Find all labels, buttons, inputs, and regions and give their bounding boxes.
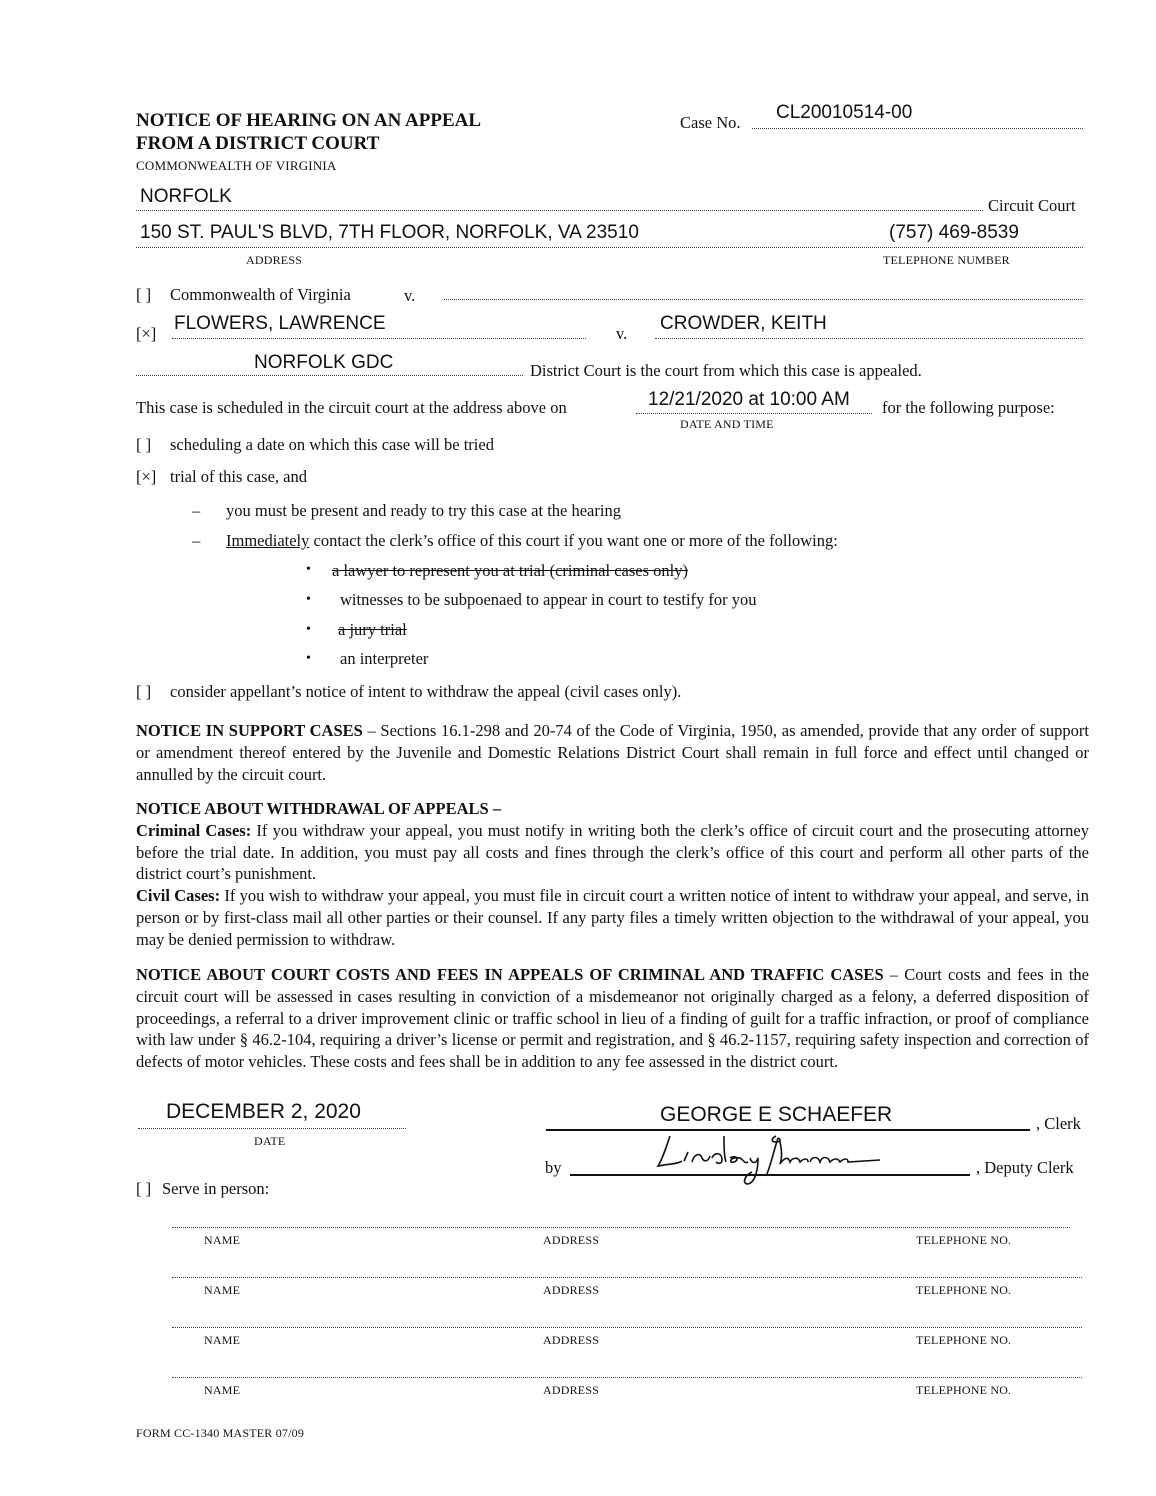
present-instruction: you must be present and ready to try this case at the hearing: [226, 501, 621, 520]
service-name-label-1: NAME: [204, 1233, 241, 1247]
service-address-label-3: ADDRESS: [543, 1333, 600, 1347]
commonwealth-label: Commonwealth of Virginia: [170, 285, 351, 304]
signed-date[interactable]: DECEMBER 2, 2020: [166, 1100, 361, 1123]
appellant-line: [172, 338, 586, 339]
commonwealth-defendant-line: [444, 299, 1083, 300]
service-address-label-2: ADDRESS: [543, 1283, 600, 1297]
service-line-4: [172, 1377, 1082, 1378]
datetime-label: DATE AND TIME: [680, 417, 774, 431]
service-line-2: [172, 1277, 1082, 1278]
form-title-line1: NOTICE OF HEARING ON AN APPEAL: [136, 110, 482, 131]
service-name-label-4: NAME: [204, 1383, 241, 1397]
trial-option-label: trial of this case, and: [170, 467, 307, 486]
criminal-cases-body: If you withdraw your appeal, you must notify in writing both the clerk’s office of circuit court and the prosecuting attorney before the trial date. In addition, you must pay all costs and fines through the clerk’s office of this court and perform all other parts of the district court’s punishment.: [136, 820, 1089, 884]
bullet-marker-1: •: [306, 562, 311, 577]
deputy-clerk-suffix: , Deputy Clerk: [976, 1158, 1074, 1177]
date-label: DATE: [254, 1134, 286, 1148]
service-line-3: [172, 1327, 1082, 1328]
by-label: by: [545, 1158, 562, 1177]
immediately-emphasis: Immediately: [226, 531, 310, 550]
interpreter-option: an interpreter: [340, 649, 429, 668]
trial-checkbox[interactable]: [×]: [136, 467, 157, 486]
parties-checkbox[interactable]: [×]: [136, 324, 157, 343]
versus-label-2: v.: [616, 324, 628, 343]
scheduling-checkbox[interactable]: [ ]: [136, 435, 152, 454]
witnesses-option: witnesses to be subpoenaed to appear in court to testify for you: [340, 590, 757, 609]
service-address-label-1: ADDRESS: [543, 1233, 600, 1247]
serve-in-person-label: Serve in person:: [162, 1179, 270, 1198]
contact-instruction-rest: contact the clerk’s office of this court if you want one or more of the following:: [309, 531, 838, 550]
dash-bullet-1: –: [192, 501, 201, 520]
address-line: [136, 247, 1083, 248]
purpose-text: for the following purpose:: [882, 398, 1055, 417]
circuit-court-label: Circuit Court: [988, 196, 1076, 215]
civil-cases-body: If you wish to withdraw your appeal, you must file in circuit court a written notice of intent to withdraw your appeal, and serve, in person or by first-class mail all other parties or their counsel. If any party files a timely written objection to the withdrawal of your appeal, you may be denied permission to withdraw.: [136, 886, 1089, 949]
costs-fees-body: – Court costs and fees in the circuit court will be assessed in cases resulting in conviction of a misdemeanor not originally charged as a felony, a deferred disposition of proceedings, a referral to a driver improvement clinic or traffic school in lieu of a finding of guilt for a traffic infraction, or proof of compliance with law under § 46.2-104, requiring a driver’s license or permit and registration, and § 46.2-1157, requiring safety inspection and correction of defects of motor vehicles. These costs and fees shall be in addition to any fee assessed in the district court.: [136, 965, 1090, 1072]
datetime-line: [636, 413, 872, 414]
support-cases-body: – Sections 16.1-298 and 20-74 of the Code of Virginia, 1950, as amended, provide that any order of support or amendment thereof entered by the Juvenile and Domestic Relations District Court shall remain in full force and effect until changed or annulled by the circuit court.: [136, 721, 1089, 784]
criminal-cases-paragraph: [136, 820, 1089, 885]
district-court-line: [136, 375, 523, 376]
address-label: ADDRESS: [246, 253, 303, 267]
appellant-name[interactable]: FLOWERS, LAWRENCE: [174, 313, 386, 334]
dash-bullet-2: –: [192, 531, 201, 550]
court-address-value[interactable]: 150 ST. PAUL'S BLVD, 7TH FLOOR, NORFOLK, VA 23510: [140, 222, 639, 243]
appellee-line: [655, 338, 1083, 339]
scheduling-option-label: scheduling a date on which this case will be tried: [170, 435, 494, 454]
versus-label-1: v.: [404, 286, 416, 305]
commonwealth-checkbox[interactable]: [ ]: [136, 285, 152, 304]
criminal-cases-heading: Criminal Cases:: [136, 820, 252, 840]
court-name-line: [136, 210, 983, 211]
bullet-marker-2: •: [306, 592, 311, 607]
service-phone-label-1: TELEPHONE NO.: [916, 1233, 1012, 1247]
civil-cases-paragraph: [136, 885, 1089, 950]
service-name-label-2: NAME: [204, 1283, 241, 1297]
lawyer-option-struck: a lawyer to represent you at trial (criminal cases only): [332, 561, 688, 580]
hearing-datetime[interactable]: 12/21/2020 at 10:00 AM: [648, 389, 850, 410]
withdraw-checkbox[interactable]: [ ]: [136, 682, 152, 701]
district-court-name[interactable]: NORFOLK GDC: [254, 352, 394, 373]
appellee-name[interactable]: CROWDER, KEITH: [660, 313, 827, 334]
service-phone-label-2: TELEPHONE NO.: [916, 1283, 1012, 1297]
support-cases-heading: NOTICE IN SUPPORT CASES: [136, 721, 363, 740]
court-phone-value[interactable]: (757) 469-8539: [889, 222, 1019, 243]
service-name-label-3: NAME: [204, 1333, 241, 1347]
withdraw-option-label: consider appellant’s notice of intent to withdraw the appeal (civil cases only).: [170, 682, 682, 701]
costs-fees-heading: NOTICE ABOUT COURT COSTS AND FEES IN APPEALS OF CRIMINAL AND TRAFFIC CASES: [136, 965, 884, 984]
schedule-text: This case is scheduled in the circuit court at the address above on: [136, 398, 567, 417]
costs-fees-notice: [136, 964, 1089, 1073]
form-number-footer: FORM CC-1340 MASTER 07/09: [136, 1426, 305, 1440]
date-line: [138, 1128, 406, 1129]
telephone-number-label: TELEPHONE NUMBER: [883, 253, 1010, 267]
clerk-suffix: , Clerk: [1036, 1114, 1081, 1133]
withdrawal-heading: NOTICE ABOUT WITHDRAWAL OF APPEALS –: [136, 799, 502, 818]
district-court-text: District Court is the court from which this case is appealed.: [530, 361, 922, 380]
contact-instruction: [226, 531, 838, 551]
clerk-name[interactable]: GEORGE E SCHAEFER: [660, 1103, 893, 1126]
service-phone-label-4: TELEPHONE NO.: [916, 1383, 1012, 1397]
serve-checkbox[interactable]: [ ]: [136, 1179, 152, 1198]
bullet-marker-3: •: [306, 622, 311, 637]
service-address-label-4: ADDRESS: [543, 1383, 600, 1397]
form-title-line2: FROM A DISTRICT COURT: [136, 133, 380, 154]
case-no-line: [752, 128, 1083, 129]
service-line-1: [172, 1227, 1070, 1228]
case-no-value[interactable]: CL20010514-00: [776, 102, 913, 123]
civil-cases-heading: Civil Cases:: [136, 886, 221, 906]
bullet-marker-4: •: [306, 651, 311, 666]
withdrawal-notice: [136, 798, 1089, 951]
case-no-label: Case No.: [680, 113, 741, 132]
deputy-clerk-signature[interactable]: [648, 1128, 888, 1190]
support-cases-notice: [136, 720, 1089, 785]
court-name-value[interactable]: NORFOLK: [140, 186, 232, 207]
jury-trial-option-struck: a jury trial: [338, 620, 407, 639]
form-subtitle: COMMONWEALTH OF VIRGINIA: [136, 158, 337, 173]
service-phone-label-3: TELEPHONE NO.: [916, 1333, 1012, 1347]
